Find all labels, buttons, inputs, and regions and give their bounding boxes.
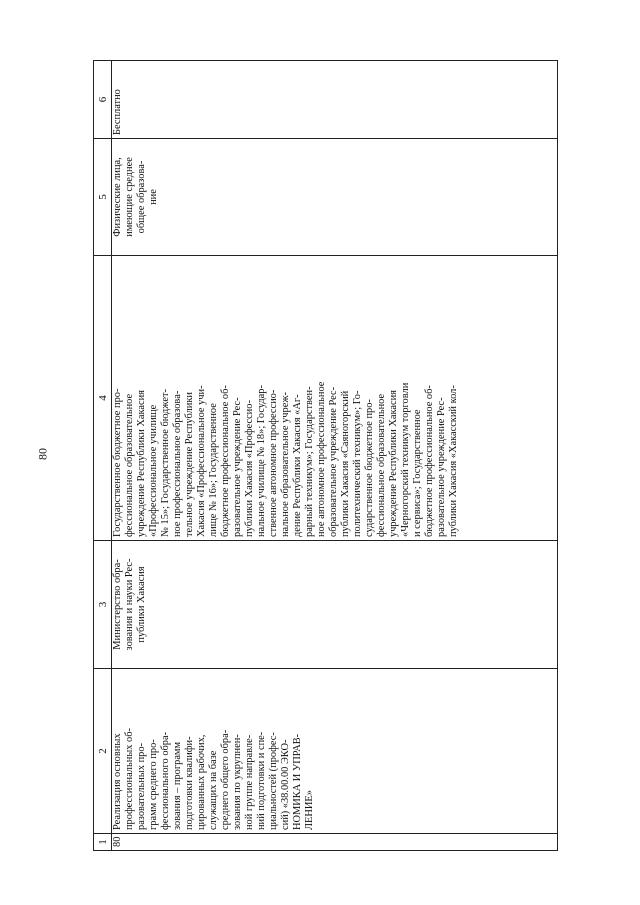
service-name: Реализация основных профессиональных об- разовательных про- грамм среднего про- фессионального обра- зования – программ подготовки квалифи- цированных рабочих, служащих на базе среднего общего обра- зования по укрупнен- ной группе направле- ний подготовки и спе- циальностей (профес- сий) «38.00.00 ЭКО- НОМИКА И УПРАВ- ЛЕНИЕ» [112, 669, 558, 834]
institutions-list: Государственное бюджетное про- фессиональное образовательное учреждение Республики Хакасия «Профессиональное училище № 15»; Государственное бюджет- ное профессиональное образова- тельное учреждение Республики Хакасия «Профессиональное учи- лище № 16»; Государственное бюджетное профессиональное об- разовательное учреждение Рес- публики Хакасия «Профессио- нальное училище № 18»; Государ- ственное автономное профессио- нальное образовательное учреж- дение Республики Хакасия «Аг- рарный техникум»; Государствен- ное автономное профессиональное образовательное учреждение Рес- публики Хакасия «Саяногорский политехнический техникум»; Го- сударственное бюджетное про- фессиональное образовательное учреждение Республики Хакасия «Черногорский техникум торговли и сервиса»; Государственное бюджетное профессиональное об- разовательное учреждение Рес- публики Хакасия «Хакасский кол- [112, 256, 558, 541]
page-number: 80 [35, 448, 50, 460]
consumers: Физические лица, имеющие среднее общее образова- ние [112, 139, 558, 256]
payment-terms: Бесплатно [112, 61, 558, 139]
header-col-4: 4 [94, 256, 112, 541]
header-col-6: 6 [94, 61, 112, 139]
table-row [112, 61, 558, 851]
services-table [93, 61, 558, 851]
header-col-3: 3 [94, 541, 112, 669]
row-number: 80 [112, 834, 558, 851]
header-col-5: 5 [94, 139, 112, 256]
header-row [94, 61, 112, 851]
services-table-grid [93, 60, 558, 851]
header-col-2: 2 [94, 669, 112, 834]
responsible-body: Министерство обра- зования и науки Рес- публики Хакасия [112, 541, 558, 669]
header-col-1: 1 [94, 834, 112, 851]
